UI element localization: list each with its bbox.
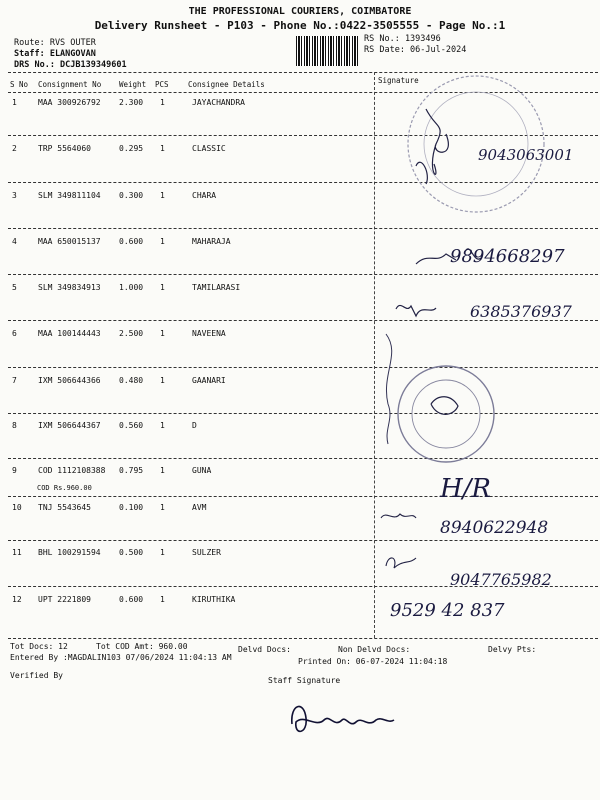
row-pcs: 1	[160, 191, 165, 200]
company-name: THE PROFESSIONAL COURIERS, COIMBATORE	[188, 6, 412, 17]
row-weight: 2.500	[119, 329, 144, 338]
row-consignment: SLM 349811104	[38, 191, 101, 200]
row-sno: 1	[12, 98, 17, 107]
row-consignment: MAA 100144443	[38, 329, 101, 338]
staff-signature-drawing	[284, 694, 404, 742]
row-consignment: MAA 650015137	[38, 237, 101, 246]
row-pcs: 1	[160, 421, 165, 430]
cod-amount-note: COD Rs.960.00	[37, 484, 92, 492]
printed-on: Printed On: 06-07-2024 11:04:18	[298, 657, 448, 666]
row-consignment: TRP 5564060	[38, 144, 91, 153]
row-consignment: IXM 506644366	[38, 376, 101, 385]
row-sno: 7	[12, 376, 17, 385]
row-weight: 0.480	[119, 376, 144, 385]
staff-signature-label: Staff Signature	[268, 676, 341, 685]
row-weight: 0.600	[119, 595, 144, 604]
verified-by: Verified By	[10, 671, 63, 680]
row-pcs: 1	[160, 548, 165, 557]
row-consignee: GAANARI	[192, 376, 226, 385]
row-pcs: 1	[160, 144, 165, 153]
row-sno: 5	[12, 283, 17, 292]
row-weight: 0.300	[119, 191, 144, 200]
row-consignment: SLM 349834913	[38, 283, 101, 292]
row-sno: 3	[12, 191, 17, 200]
signature-scribble-2	[416, 162, 427, 184]
signature-scribble-11	[386, 558, 416, 568]
row-weight: 2.300	[119, 98, 144, 107]
signature-scribble-5	[396, 305, 436, 316]
rs-number: RS No.: 1393496	[364, 34, 441, 44]
row-consignment: IXM 506644367	[38, 421, 101, 430]
total-cod-amount: Tot COD Amt: 960.00	[96, 642, 188, 651]
rs-date: RS Date: 06-Jul-2024	[364, 45, 467, 55]
delivery-points: Delvy Pts:	[488, 645, 537, 654]
row-consignee: CLASSIC	[192, 144, 226, 153]
row-consignee: AVM	[192, 503, 207, 512]
row-consignee: JAYACHANDRA	[192, 98, 245, 107]
row-pcs: 1	[160, 329, 165, 338]
phone-handwriting-12: 9529 42 837	[390, 600, 505, 621]
row-sno: 10	[12, 503, 22, 512]
row-consignment: BHL 100291594	[38, 548, 101, 557]
row-pcs: 1	[160, 595, 165, 604]
phone-handwriting-5: 6385376937	[470, 302, 572, 321]
drs-number: DRS No.: DCJB139349601	[14, 60, 127, 70]
phone-handwriting-11: 9047765982	[450, 570, 552, 589]
row-weight: 1.000	[119, 283, 144, 292]
handwriting-row9: H/R	[440, 474, 492, 504]
table-bottom-rule	[8, 638, 598, 639]
phone-handwriting-2: 9043063001	[478, 146, 574, 164]
total-docs: Tot Docs: 12	[10, 642, 68, 651]
col-pcs: PCS	[155, 80, 169, 89]
row-sno: 8	[12, 421, 17, 430]
col-consignee: Consignee Details	[188, 80, 265, 89]
row-consignee: CHARA	[192, 191, 217, 200]
row-sno: 2	[12, 144, 17, 153]
row-weight: 0.295	[119, 144, 144, 153]
row-sno: 6	[12, 329, 17, 338]
route-label: Route: RVS OUTER	[14, 38, 96, 48]
signature-scribble-10	[381, 514, 416, 518]
row-sno: 12	[12, 595, 22, 604]
row-consignment: UPT 2221809	[38, 595, 91, 604]
signature-line-6	[386, 334, 392, 444]
col-sno: S No	[10, 80, 29, 89]
row-pcs: 1	[160, 237, 165, 246]
staff-signature-scribble	[292, 707, 394, 732]
row-sno: 11	[12, 548, 22, 557]
non-delivered-docs: Non Delvd Docs:	[338, 645, 411, 654]
row-consignee: MAHARAJA	[192, 237, 231, 246]
row-consignment: MAA 300926792	[38, 98, 101, 107]
table-top-rule	[8, 72, 598, 73]
stamp-circle	[408, 76, 544, 212]
row-consignment: TNJ 5543645	[38, 503, 91, 512]
row-consignee: NAVEENA	[192, 329, 226, 338]
document-title: Delivery Runsheet - P103 - Phone No.:0422-3505555 - Page No.:1	[94, 19, 506, 32]
row-sno: 4	[12, 237, 17, 246]
row-pcs: 1	[160, 283, 165, 292]
row-consignee: SULZER	[192, 548, 221, 557]
col-signature: Signature	[378, 76, 419, 85]
row-weight: 0.560	[119, 421, 144, 430]
delivered-docs: Delvd Docs:	[238, 645, 291, 654]
row-sno: 9	[12, 466, 17, 475]
row-pcs: 1	[160, 98, 165, 107]
row-consignee: TAMILARASI	[192, 283, 241, 292]
signature-scribble-1	[426, 109, 448, 174]
staff-label: Staff: ELANGOVAN	[14, 49, 96, 59]
row-weight: 0.600	[119, 237, 144, 246]
row-pcs: 1	[160, 376, 165, 385]
col-consignment: Consignment No	[38, 80, 102, 89]
row-consignment: COD 1112108388	[38, 466, 106, 475]
signature-scribble-8	[431, 397, 458, 415]
col-weight: Weight	[119, 80, 147, 89]
row-weight: 0.500	[119, 548, 144, 557]
row-pcs: 1	[160, 503, 165, 512]
entered-by: Entered By :MAGDALIN103 07/06/2024 11:04:13 AM	[10, 653, 232, 662]
row-consignee: D	[192, 421, 197, 430]
phone-handwriting-10: 8940622948	[440, 518, 549, 538]
stamp-inner-circle	[424, 92, 528, 196]
row-consignee: KIRUTHIKA	[192, 595, 236, 604]
row-weight: 0.100	[119, 503, 144, 512]
phone-handwriting-4: 9894668297	[450, 246, 565, 267]
row-consignee: GUNA	[192, 466, 212, 475]
row-weight: 0.795	[119, 466, 144, 475]
barcode	[296, 36, 358, 66]
row-pcs: 1	[160, 466, 165, 475]
